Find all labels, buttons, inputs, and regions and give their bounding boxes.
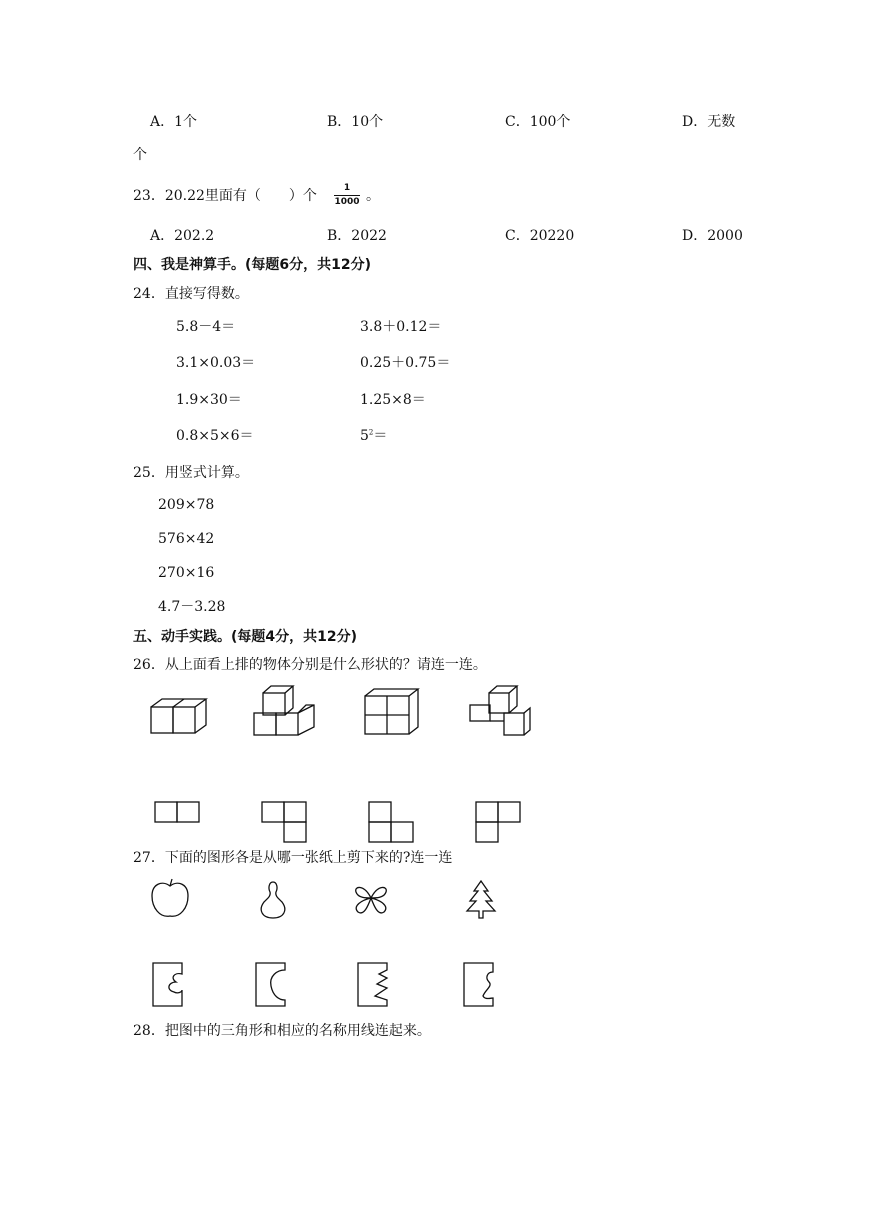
step-shape-icon (475, 801, 523, 843)
q24-item-7: 0.8×5×6＝ (176, 428, 254, 444)
cube-stack-l-icon (253, 683, 315, 737)
q23-option-c: C．20220 (505, 228, 575, 244)
flower-cutout-icon (350, 880, 392, 918)
q22-option-c: C．100个 (505, 114, 571, 130)
q25-item-4: 4.7－3.28 (158, 599, 226, 615)
q23-option-d: D．2000 (682, 228, 743, 244)
q24-item-8 (360, 429, 387, 443)
section-5-title: 五、动手实践。(每题4分，共12分) (133, 629, 358, 645)
q24-item-1: 5.8－4＝ (176, 319, 236, 335)
q23-stem: 23．20.22里面有（ ）个 (133, 188, 317, 204)
section-4-title: 四、我是神算手。(每题6分，共12分) (133, 257, 372, 273)
q23-fraction-denominator: 1000 (334, 197, 360, 207)
q24-stem: 24．直接写得数。 (133, 286, 249, 302)
q24-item-3: 3.1×0.03＝ (176, 355, 256, 371)
q22-option-b: B．10个 (327, 114, 384, 130)
fraction-bar (334, 195, 360, 196)
q24-item-8-equals: ＝ (373, 428, 388, 444)
l-shape-icon (368, 801, 416, 843)
q24-item-5: 1.9×30＝ (176, 392, 242, 408)
gourd-cutout-icon (258, 880, 288, 920)
q23-fraction (334, 184, 360, 207)
q27-stem: 27．下面的图形各是从哪一张纸上剪下来的?连一连 (133, 850, 453, 866)
cube-pair-icon (150, 695, 206, 737)
q23-fraction-numerator: 1 (343, 183, 351, 193)
tree-cutout-icon (465, 880, 497, 920)
q23-end: 。 (366, 188, 380, 204)
folded-paper-zigzag-icon (357, 962, 391, 1008)
folded-paper-leaf-icon (152, 962, 186, 1008)
q24-item-6: 1.25×8＝ (360, 392, 426, 408)
q24-item-2: 3.8＋0.12＝ (360, 319, 442, 335)
folded-paper-wave-icon (463, 962, 497, 1008)
q28-stem: 28．把图中的三角形和相应的名称用线连起来。 (133, 1023, 431, 1039)
q25-item-1: 209×78 (158, 497, 215, 513)
cube-stack-step-icon (469, 683, 531, 737)
q23-option-b: B．2022 (327, 228, 387, 244)
folded-paper-curve-icon (255, 962, 289, 1008)
q24-item-8-base: 5 (360, 428, 369, 444)
q22-option-d: D．无数 (682, 114, 736, 130)
q24-item-4: 0.25＋0.75＝ (360, 355, 451, 371)
cube-square-icon (364, 688, 420, 736)
q22-option-d-wrap: 个 (133, 147, 147, 163)
q24-item-8-exponent: 2 (368, 428, 374, 437)
q25-item-3: 270×16 (158, 565, 215, 581)
q26-stem: 26．从上面看上排的物体分别是什么形状的？请连一连。 (133, 657, 487, 673)
apple-cutout-icon (150, 878, 190, 920)
t-shape-icon (261, 801, 309, 843)
q25-item-2: 576×42 (158, 531, 215, 547)
q22-option-a: A．1个 (150, 114, 198, 130)
q25-stem: 25．用竖式计算。 (133, 465, 249, 481)
two-squares-icon (154, 801, 200, 825)
q23-option-a: A．202.2 (150, 228, 215, 244)
